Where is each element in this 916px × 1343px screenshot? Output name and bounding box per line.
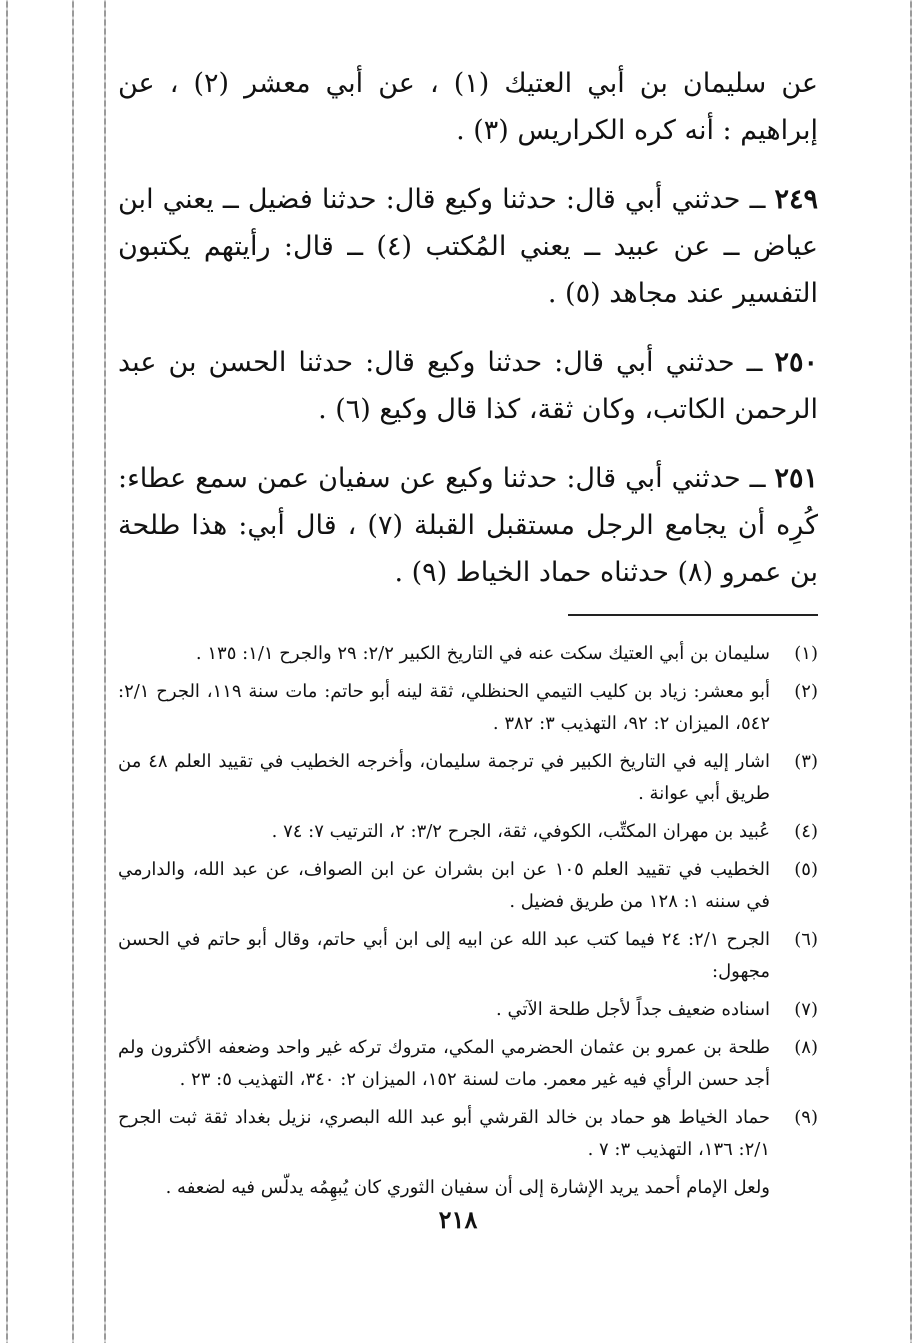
paragraph-text: ــ حدثني أبي قال: حدثنا وكيع عن سفيان عمن سمع عطاء: كُرِه أن يجامع الرجل مستقبل القبلة (٧) ، قال أبي: هذا طلحة بن عمرو (٨) حدثناه حماد الخياط (٩) . — [118, 463, 818, 588]
footnote-item — [118, 746, 818, 810]
footnote-marker: (٣) — [794, 751, 818, 772]
closing-note: ولعل الإمام أحمد يريد الإشارة إلى أن سفيان الثوري كان يُبهِمُه يدلّس فيه لضعفه . — [165, 1177, 770, 1198]
page-number: ٢١٨ — [438, 1205, 478, 1234]
paragraph-text: ــ حدثني أبي قال: حدثنا وكيع قال: حدثنا الحسن بن عبد الرحمن الكاتب، وكان ثقة، كذا قال وكيع (٦) . — [118, 347, 818, 425]
footnote-marker: (٤) — [794, 821, 818, 842]
footnote-marker: (٦) — [794, 929, 818, 950]
footnote-text: حماد الخياط هو حماد بن خالد القرشي أبو عبد الله البصري، نزيل بغداد ثقة ثبت الجرح ٢/١: ١٣٦، التهذيب ٣: ٧ . — [118, 1107, 770, 1160]
footnote-item — [118, 854, 818, 918]
footnote-item — [118, 1102, 818, 1166]
footnote-item — [118, 994, 818, 1026]
page-body — [118, 60, 818, 1204]
paragraph-text: ــ حدثني أبي قال: حدثنا وكيع قال: حدثنا فضيل ــ يعني ابن عياض ــ عن عبيد ــ يعني المُكتب (٤) ــ قال: رأيتهم يكتبون التفسير عند مجاهد (٥) . — [118, 184, 818, 309]
footnote-item — [118, 1032, 818, 1096]
footnote-item — [118, 816, 818, 848]
main-paragraph — [118, 60, 818, 154]
footnote-text: طلحة بن عمرو بن عثمان الحضرمي المكي، متروك تركه غير واحد وضعفه الأكثرون ولم أجد حسن الرأي فيه غير معمر. مات لسنة ١٥٢، الميزان ٢: ٣٤٠، التهذيب ٥: ٢٣ . — [118, 1037, 770, 1090]
paragraph-number: ٢٤٩ — [774, 184, 818, 215]
footnote-marker: (٢) — [794, 681, 818, 702]
main-paragraph — [118, 176, 818, 317]
main-paragraph — [118, 339, 818, 433]
page-edge-dots — [104, 0, 106, 1343]
footnote-text: الخطيب في تقييد العلم ١٠٥ عن ابن بشران عن ابن الصواف، عن عبد الله، والدارمي في سننه ١: ١٢٨ من طريق فضيل . — [118, 859, 770, 912]
footnotes-list — [118, 638, 818, 1204]
footnote-text: الجرح ٢/١: ٢٤ فيما كتب عبد الله عن ابيه إلى ابن أبي حاتم، وقال أبو حاتم في الحسن مجهول: — [118, 929, 770, 982]
footnote-item — [118, 924, 818, 988]
paragraph-text: عن سليمان بن أبي العتيك (١) ، عن أبي معشر (٢) ، عن إبراهيم : أنه كره الكراريس (٣) . — [118, 68, 819, 146]
footnote-text: اشار إليه في التاريخ الكبير في ترجمة سليمان، وأخرجه الخطيب في تقييد العلم ٤٨ من طريق أبي عوانة . — [118, 751, 770, 804]
footnote-item — [118, 676, 818, 740]
footnote-marker: (١) — [794, 643, 818, 664]
footnote-marker: (٩) — [794, 1107, 818, 1128]
footnote-text: أبو معشر: زياد بن كليب التيمي الحنظلي، ثقة لينه أبو حاتم: مات سنة ١١٩، الجرح ٢/١: ٥٤٢، الميزان ٢: ٩٢، التهذيب ٣: ٣٨٢ . — [118, 681, 770, 734]
page-edge-dots — [6, 0, 8, 1343]
footnote-marker: (٨) — [794, 1037, 818, 1058]
footnote-marker: (٧) — [794, 999, 818, 1020]
footnote-text: سليمان بن أبي العتيك سكت عنه في التاريخ الكبير ٢/٢: ٢٩ والجرح ١/١: ١٣٥ . — [195, 643, 770, 664]
footnote-text: اسناده ضعيف جداً لأجل طلحة الآتي . — [496, 999, 770, 1020]
page-edge-dots — [910, 0, 912, 1343]
paragraph-number: ٢٥٠ — [774, 347, 818, 378]
footnote-separator — [568, 614, 818, 616]
main-paragraph — [118, 455, 818, 596]
page-edge-dots — [72, 0, 74, 1343]
footnote-item — [118, 638, 818, 670]
footnote-marker: (٥) — [794, 859, 818, 880]
footnote-text: عُبيد بن مهران المكتِّب، الكوفي، ثقة، الجرح ٣/٢: ٢، الترتيب ٧: ٧٤ . — [271, 821, 770, 842]
paragraph-number: ٢٥١ — [774, 463, 818, 494]
